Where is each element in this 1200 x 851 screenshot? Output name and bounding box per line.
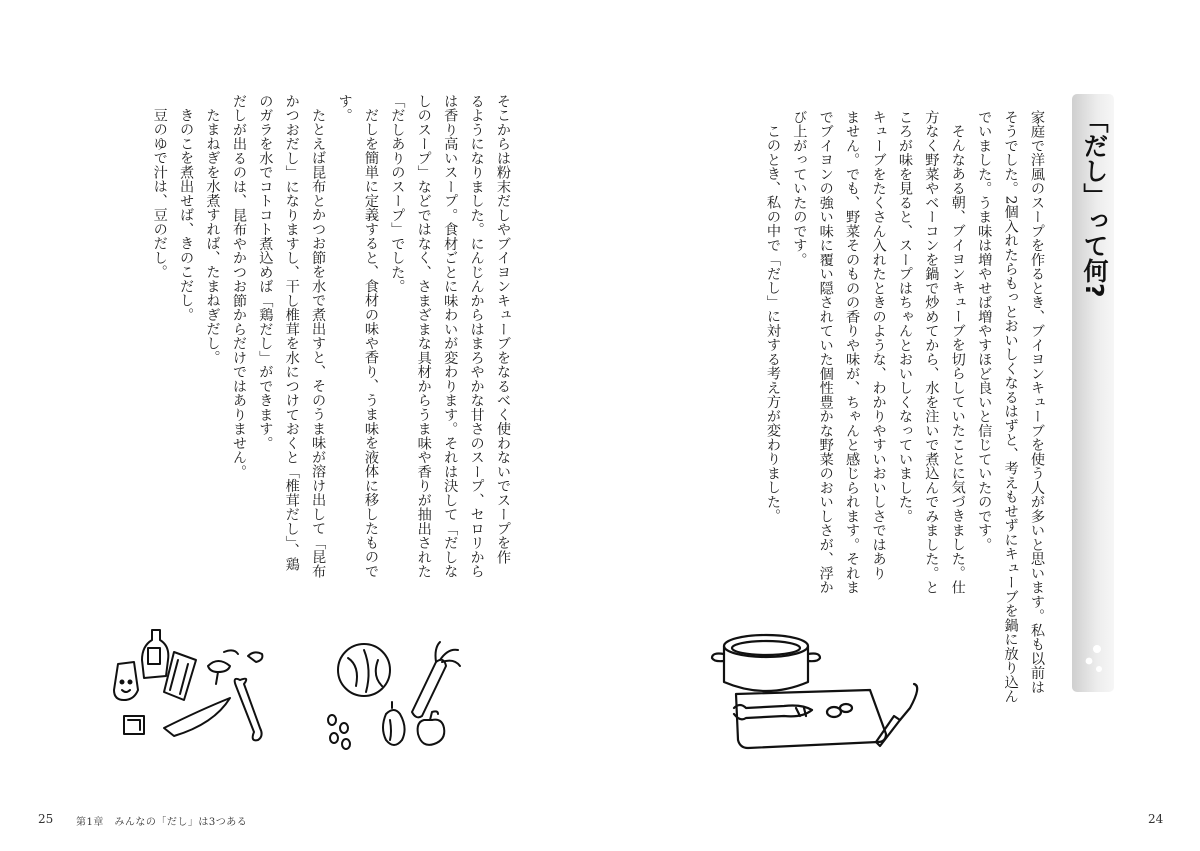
left-page-number: 25 <box>38 812 54 826</box>
text-line: 方なく野菜やベーコンを鍋で炒めてから、水を注いで煮込んでみました。と <box>923 110 940 595</box>
text-line: だしを簡単に定義すると、食材の味や香り、うま味を液体に移したもので <box>362 108 379 579</box>
section-heading: 「だし」って何? <box>1080 108 1109 298</box>
dashi-ingredients-illustration <box>104 620 280 754</box>
pot-cutting-board-illustration <box>704 624 934 754</box>
right-page-number: 24 <box>1148 812 1164 826</box>
running-head: 第1章 みんなの「だし」は3つある <box>76 817 248 828</box>
text-line: のガラを水でコトコト煮込めば「鶏だし」ができます。 <box>257 94 274 451</box>
text-line: キューブをたくさん入れたときのような、わかりやすいおいしさではあり <box>870 110 887 581</box>
text-line: たまねぎを水煮すれば、たまねぎだし。 <box>204 108 221 365</box>
vegetables-illustration <box>320 636 470 754</box>
text-line: 家庭で洋風のスープを作るとき、ブイヨンキューブを使う人が多いと思います。私も以前は <box>1029 110 1045 695</box>
heading-drops-ornament <box>1080 640 1110 684</box>
text-line: だしが出るのは、昆布やかつお節からだけではありません。 <box>230 94 247 479</box>
text-line: 「だしありのスープ」でした。 <box>389 94 406 294</box>
text-line: そんなある朝、ブイヨンキューブを切らしていたことに気づきました。仕 <box>949 124 966 595</box>
text-line: でいました。うま味は増やせば増やすほど良いと信じていたのです。 <box>976 110 993 552</box>
text-line: そうでした。2個入れたらもっとおいしくなるはずと、考えもせずにキューブを鍋に放り込ん <box>1002 110 1019 704</box>
text-line: そこからは粉末だしやブイヨンキューブをなるべく使わないでスープを作 <box>495 94 511 565</box>
text-line: す。 <box>336 94 353 123</box>
text-line: ころが味を見ると、スープはちゃんとおいしくなっていました。 <box>896 110 913 524</box>
text-line: でブイヨンの強い味に覆い隠されていた個性豊かな野菜のおいしさが、浮か <box>817 110 834 595</box>
text-line: きのこを煮出せば、きのこだし。 <box>178 108 195 322</box>
text-line: かつおだし」になりますし、干し椎茸を水につけておくと「椎茸だし」、鶏 <box>283 94 300 572</box>
text-line: び上がっていたのです。 <box>791 110 808 267</box>
text-line: は香り高いスープ。食材ごとに味わいが変わります。それは決して「だしな <box>442 94 459 579</box>
text-line: 豆のゆで汁は、豆のだし。 <box>151 108 168 279</box>
left-page-body <box>146 94 516 694</box>
right-page-body <box>760 110 1050 710</box>
text-line: ません。でも、野菜そのものの香りや味が、ちゃんと感じられます。それま <box>844 110 861 595</box>
text-line: るようになりました。にんじんからはまろやかな甘さのスープ、セロリから <box>468 94 485 579</box>
text-line: しのスープ」などではなく、さまざまな具材からうま味や香りが抽出された <box>415 94 432 579</box>
text-line: このとき、私の中で「だし」に対する考え方が変わりました。 <box>764 124 781 523</box>
text-line: たとえば昆布とかつお節を水で煮出すと、そのうま味が溶け出して「昆布 <box>310 108 327 579</box>
